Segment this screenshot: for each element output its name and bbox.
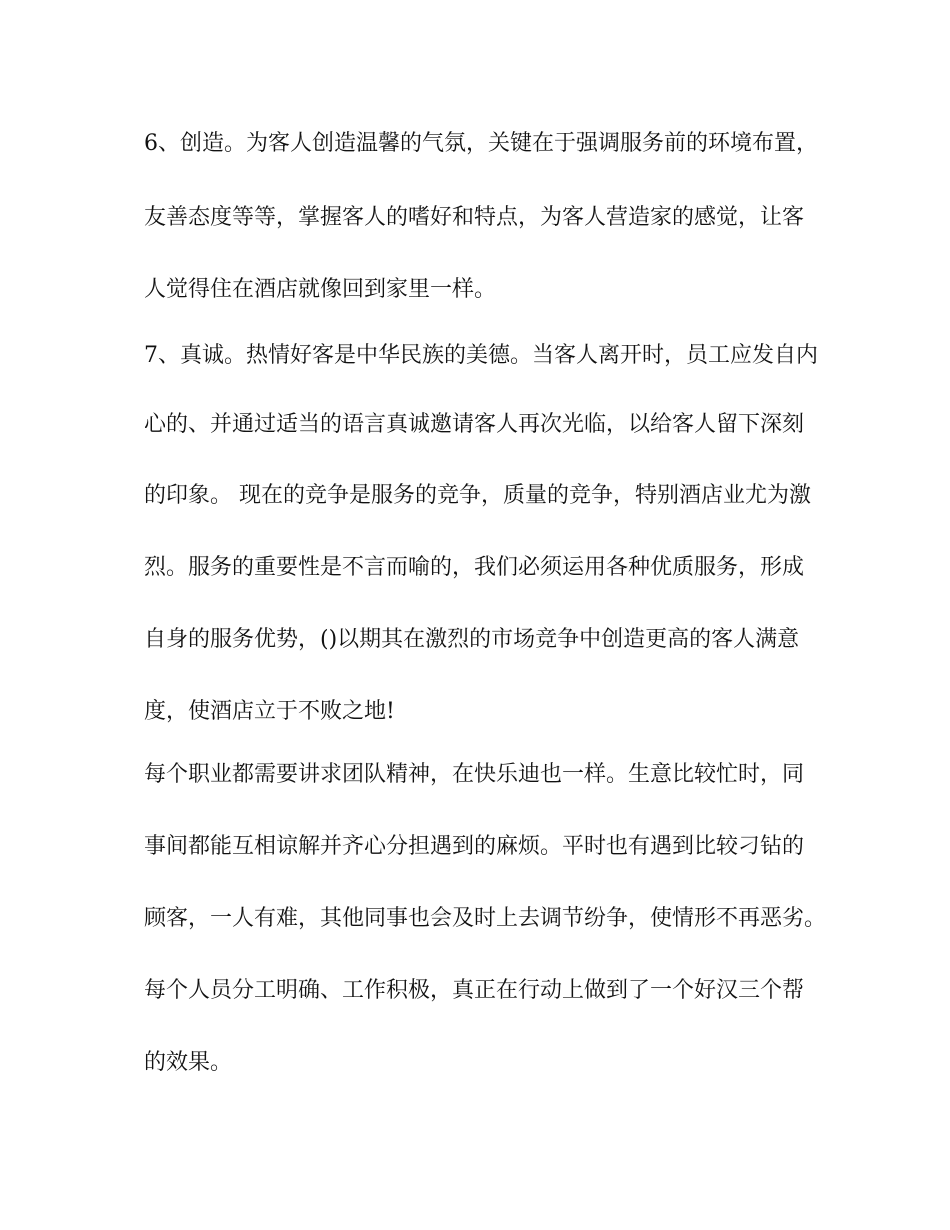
paragraph-team-line-4: 每个人员分工明确、工作积极，真正在行动上做到了一个好汉三个帮	[144, 978, 805, 1003]
paragraph-7-line-3: 的印象。 现在的竞争是服务的竞争，质量的竞争，特别酒店业尤为激	[144, 483, 811, 508]
paragraph-7-line-5: 自身的服务优势，()以期其在激烈的市场竞争中创造更高的客人满意	[144, 627, 800, 652]
paragraph-team-line-5: 的效果。	[144, 1050, 233, 1075]
paragraph-7-line-6: 度，使酒店立于不败之地!	[144, 699, 395, 724]
paragraph-6-line-3: 人觉得住在酒店就像回到家里一样。	[144, 277, 497, 302]
paragraph-6-line-1: 6、创造。为客人创造温馨的气氛，关键在于强调服务前的环境布置，	[144, 131, 818, 156]
paragraph-team-line-3: 顾客，一人有难，其他同事也会及时上去调节纷争，使情形不再恶劣。	[144, 906, 827, 931]
paragraph-7-line-4: 烈。服务的重要性是不言而喻的，我们必须运用各种优质服务，形成	[144, 555, 805, 580]
paragraph-7-line-1: 7、真诚。热情好客是中华民族的美德。当客人离开时，员工应发自内	[144, 343, 818, 368]
paragraph-team-line-1: 每个职业都需要讲求团队精神，在快乐迪也一样。生意比较忙时，同	[144, 762, 805, 787]
paragraph-6-line-2: 友善态度等等，掌握客人的嗜好和特点，为客人营造家的感觉，让客	[144, 205, 805, 230]
paragraph-team-line-2: 事间都能互相谅解并齐心分担遇到的麻烦。平时也有遇到比较刁钻的	[144, 834, 805, 859]
paragraph-7-line-2: 心的、并通过适当的语言真诚邀请客人再次光临，以给客人留下深刻	[144, 412, 805, 437]
